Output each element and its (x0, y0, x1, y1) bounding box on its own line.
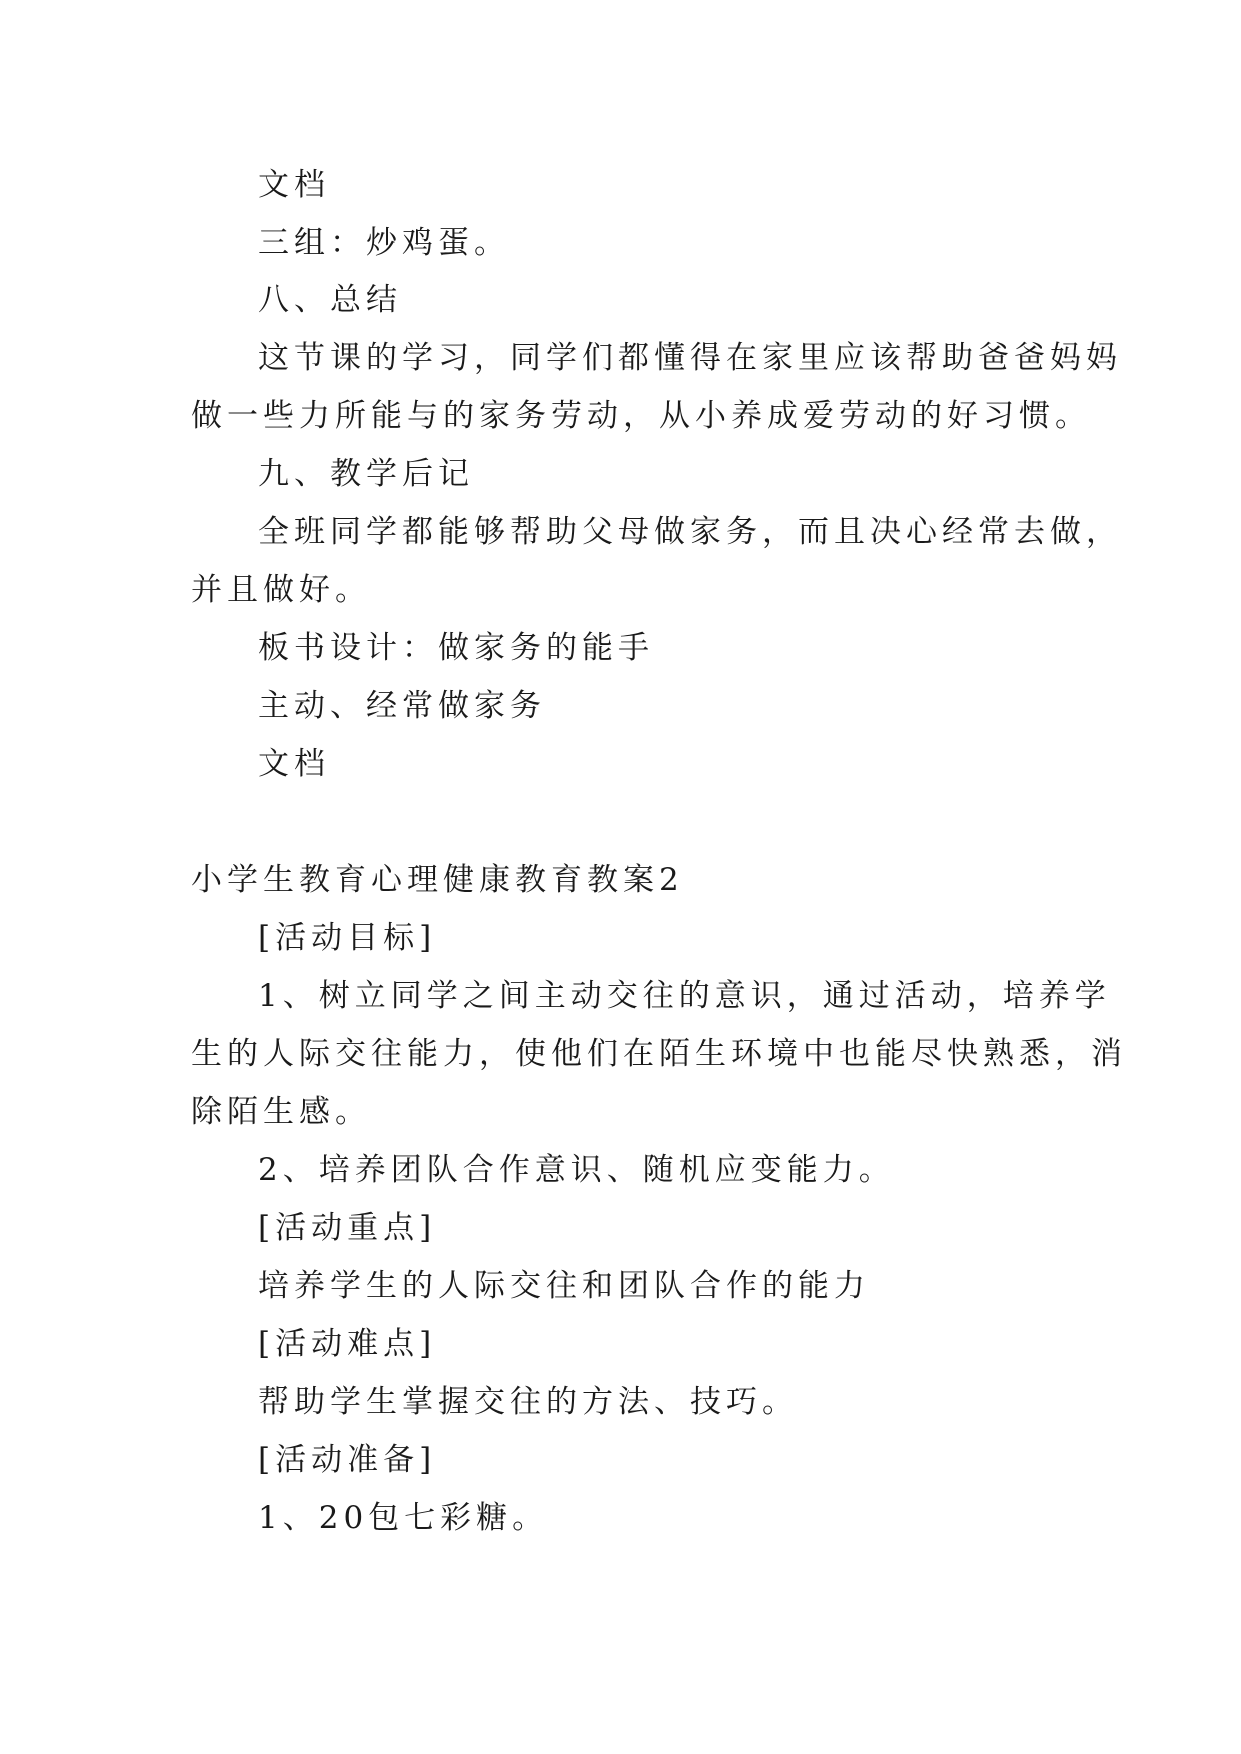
paragraph-line: 并且做好。 (191, 572, 371, 608)
paragraph-line: 帮助学生掌握交往的方法、技巧。 (258, 1384, 798, 1420)
page-footer-label: 文档 (258, 746, 330, 782)
paragraph-line: 生的人际交往能力，使他们在陌生环境中也能尽快熟悉，消 (191, 1036, 1127, 1072)
document-title: 小学生教育心理健康教育教案2 (191, 862, 684, 898)
section-heading: [活动目标] (258, 920, 437, 956)
paragraph-line: 板书设计：做家务的能手 (258, 630, 654, 666)
paragraph-line: 主动、经常做家务 (258, 688, 546, 724)
paragraph-line: 除陌生感。 (191, 1094, 371, 1130)
section-heading: [活动准备] (258, 1442, 437, 1478)
paragraph-line: 全班同学都能够帮助父母做家务，而且决心经常去做， (258, 514, 1122, 550)
section-heading: [活动难点] (258, 1326, 437, 1362)
paragraph-line: 1、树立同学之间主动交往的意识，通过活动，培养学 (258, 978, 1111, 1014)
paragraph-line: 这节课的学习，同学们都懂得在家里应该帮助爸爸妈妈 (258, 340, 1122, 376)
page-header-label: 文档 (258, 167, 330, 203)
section-heading: 八、总结 (258, 282, 402, 318)
paragraph-line: 三组：炒鸡蛋。 (258, 225, 510, 261)
section-heading: [活动重点] (258, 1210, 437, 1246)
paragraph-line: 1、20包七彩糖。 (258, 1500, 549, 1536)
paragraph-line: 培养学生的人际交往和团队合作的能力 (258, 1268, 870, 1304)
paragraph-line: 2、培养团队合作意识、随机应变能力。 (258, 1152, 895, 1188)
section-heading: 九、教学后记 (258, 456, 474, 492)
paragraph-line: 做一些力所能与的家务劳动，从小养成爱劳动的好习惯。 (191, 398, 1091, 434)
